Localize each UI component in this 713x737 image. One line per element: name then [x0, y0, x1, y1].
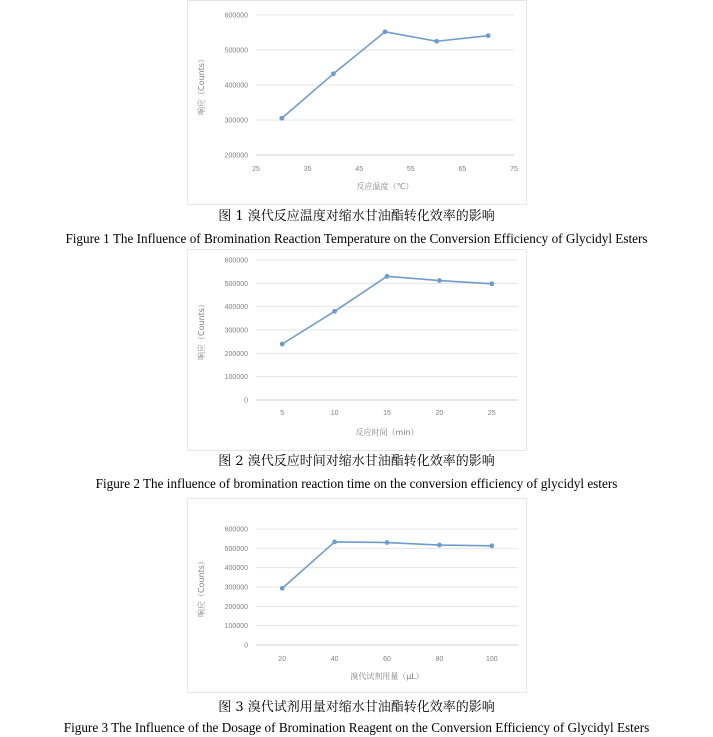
chart-3-x-tick-label: 100	[485, 656, 498, 663]
chart-3-y-tick-label: 0	[244, 642, 248, 650]
chart-1-x-axis-title: 反应温度（℃）	[356, 182, 414, 191]
chart-1-svg	[188, 1, 528, 206]
chart-3-x-tick-label: 20	[278, 656, 287, 663]
chart-1-y-axis-title: 响应（Counts）	[197, 55, 206, 115]
chart-3-data-point	[280, 586, 285, 591]
chart-3-y-tick-label: 200000	[224, 603, 248, 611]
chart-2-y-tick-label: 400000	[224, 304, 248, 312]
chart-3-y-tick-label: 400000	[224, 565, 248, 573]
chart-3-svg	[188, 499, 528, 694]
chart-1-y-tick-label: 400000	[224, 82, 248, 90]
chart-2-data-point	[385, 274, 390, 279]
chart-2-y-tick-label: 500000	[224, 280, 248, 288]
chart-3-panel	[187, 498, 527, 693]
chart-1-series-line	[282, 32, 488, 118]
chart-1-y-tick-label: 200000	[224, 152, 248, 160]
chart-1-y-tick-label: 600000	[224, 12, 248, 20]
chart-2-x-tick-label: 25	[487, 410, 496, 417]
chart-1-y-tick-label: 300000	[224, 117, 248, 125]
chart-1-data-point	[331, 71, 336, 76]
chart-1-x-tick-label: 35	[303, 166, 312, 173]
chart-1-x-tick-label: 25	[252, 166, 260, 173]
chart-2-x-tick-label: 20	[435, 410, 444, 417]
chart-1-y-tick-label: 500000	[224, 47, 248, 55]
chart-3-y-axis-title: 响应（Counts）	[197, 557, 206, 617]
chart-3-y-tick-label: 300000	[224, 584, 248, 592]
chart-2-x-axis-title: 反应时间（min）	[355, 428, 419, 437]
chart-1-data-point	[279, 116, 284, 121]
chart-1-x-tick-label: 55	[406, 166, 415, 173]
chart-1-x-tick-label: 45	[355, 166, 364, 173]
chart-1-x-tick-label: 65	[458, 166, 467, 173]
chart-3-x-axis-title: 溴代试剂用量（μL）	[350, 672, 424, 681]
chart-1-data-point	[383, 29, 388, 34]
chart-3-series-line	[282, 542, 492, 588]
chart-2-y-tick-label: 600000	[224, 257, 248, 265]
figure-2-caption-en: Figure 2 The influence of bromination reaction time on the conversion efficiency of glycidyl esters	[95, 476, 618, 491]
chart-2-y-tick-label: 0	[244, 397, 248, 405]
chart-2-x-tick-label: 5	[280, 410, 285, 417]
chart-2-y-axis-title: 响应（Counts）	[197, 300, 206, 360]
chart-2-x-tick-label: 15	[383, 410, 391, 417]
figure-1-caption-en: Figure 1 The Influence of Bromination Reaction Temperature on the Conversion Efficiency of Glycidyl Esters	[65, 231, 648, 246]
chart-2-y-tick-label: 300000	[224, 327, 248, 335]
figure-1-caption-cn: 图 1 溴代反应温度对缩水甘油酯转化效率的影响	[218, 209, 495, 224]
chart-1-data-point	[434, 39, 439, 44]
chart-3-y-tick-label: 100000	[224, 623, 248, 631]
chart-2-y-tick-label: 100000	[224, 374, 248, 382]
chart-3-x-tick-label: 40	[330, 656, 339, 663]
chart-3-y-tick-label: 600000	[224, 526, 248, 534]
chart-3-data-point	[437, 543, 442, 548]
chart-3-x-tick-label: 80	[435, 656, 444, 663]
figure-3-caption-cn: 图 3 溴代试剂用量对缩水甘油酯转化效率的影响	[218, 700, 495, 715]
chart-1-x-tick-label: 75	[510, 166, 518, 173]
chart-2-data-point	[280, 342, 285, 347]
figure-2-caption-cn: 图 2 溴代反应时间对缩水甘油酯转化效率的影响	[218, 454, 495, 469]
chart-2-panel	[187, 249, 527, 451]
chart-3-data-point	[385, 540, 390, 545]
chart-2-series-line	[282, 276, 492, 344]
chart-2-x-tick-label: 10	[330, 410, 339, 417]
chart-1-data-point	[486, 33, 491, 38]
chart-3-data-point	[489, 543, 494, 548]
chart-3-x-tick-label: 60	[383, 656, 391, 663]
chart-2-data-point	[437, 278, 442, 283]
figure-3-caption-en: Figure 3 The Influence of the Dosage of Bromination Reagent on the Conversion Efficiency of Glycidyl Esters	[63, 720, 650, 735]
chart-2-data-point	[332, 309, 337, 314]
chart-2-svg	[188, 250, 528, 452]
chart-3-y-tick-label: 500000	[224, 545, 248, 553]
chart-3-data-point	[332, 540, 337, 545]
chart-1-panel	[187, 0, 527, 205]
chart-2-y-tick-label: 200000	[224, 350, 248, 358]
chart-2-data-point	[489, 281, 494, 286]
